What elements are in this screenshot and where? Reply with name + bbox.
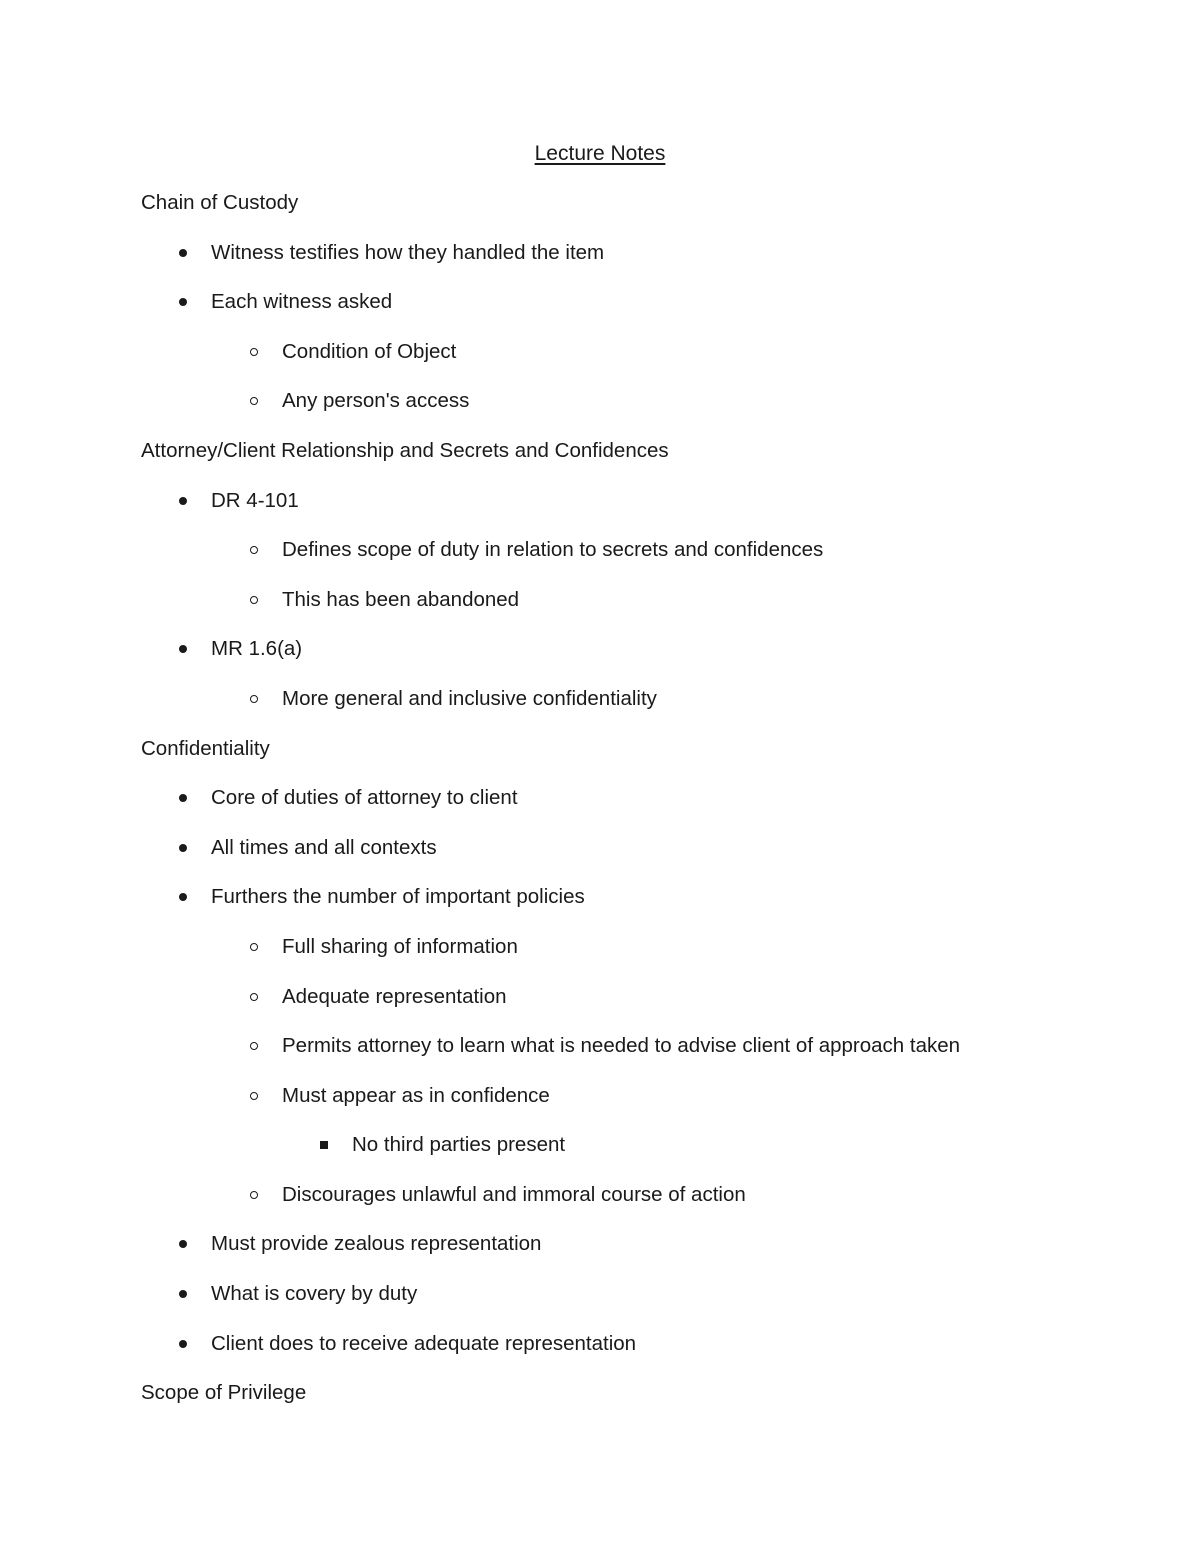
hollow-bullet-icon bbox=[250, 397, 258, 405]
list-item-text: Each witness asked bbox=[211, 290, 393, 314]
list-item bbox=[141, 240, 1121, 290]
filled-bullet-icon bbox=[179, 893, 187, 901]
list-item-text: Discourages unlawful and immoral course of action bbox=[282, 1182, 746, 1206]
filled-bullet-icon bbox=[179, 1240, 187, 1248]
section-heading-text: Confidentiality bbox=[141, 736, 270, 760]
list-item-text: Witness testifies how they handled the item bbox=[211, 240, 605, 264]
list-item-text: More general and inclusive confidentiality bbox=[282, 686, 657, 710]
hollow-bullet-icon bbox=[250, 1092, 258, 1100]
list-item-text: All times and all contexts bbox=[211, 835, 437, 859]
filled-bullet-icon bbox=[179, 1340, 187, 1348]
list-item-text: This has been abandoned bbox=[282, 587, 520, 611]
hollow-bullet-icon bbox=[250, 546, 258, 554]
list-item bbox=[141, 1182, 1121, 1232]
document-title: Lecture Notes bbox=[534, 142, 666, 165]
list-item bbox=[141, 984, 1121, 1034]
list-item bbox=[141, 785, 1121, 835]
list-item-text: Defines scope of duty in relation to secrets and confidences bbox=[282, 538, 824, 562]
list-item-text: MR 1.6(a) bbox=[211, 637, 303, 661]
list-item bbox=[141, 1331, 1121, 1381]
section-heading-text: Attorney/Client Relationship and Secrets and Confidences bbox=[141, 438, 669, 462]
filled-bullet-icon bbox=[179, 794, 187, 802]
section-heading bbox=[141, 190, 1121, 240]
list-item-text: DR 4-101 bbox=[211, 488, 299, 512]
list-item bbox=[141, 587, 1121, 637]
list-item-text: Must appear as in confidence bbox=[282, 1083, 550, 1107]
list-item bbox=[141, 537, 1121, 587]
hollow-bullet-icon bbox=[250, 596, 258, 604]
square-bullet-icon bbox=[320, 1141, 328, 1149]
list-item bbox=[141, 686, 1121, 736]
list-item bbox=[141, 488, 1121, 538]
list-item bbox=[141, 934, 1121, 984]
section-heading-text: Chain of Custody bbox=[141, 191, 299, 214]
filled-bullet-icon bbox=[179, 298, 187, 306]
list-item-text: Full sharing of information bbox=[282, 934, 518, 958]
list-item-text: Client does to receive adequate representation bbox=[211, 1331, 637, 1355]
list-item-text: Must provide zealous representation bbox=[211, 1232, 542, 1256]
hollow-bullet-icon bbox=[250, 943, 258, 951]
list-item bbox=[141, 388, 1121, 438]
list-item-text: Permits attorney to learn what is needed to advise client of approach taken bbox=[282, 1034, 961, 1058]
filled-bullet-icon bbox=[179, 497, 187, 505]
list-item-text: Furthers the number of important policies bbox=[211, 885, 585, 909]
list-item bbox=[141, 1231, 1121, 1281]
section-heading bbox=[141, 438, 1121, 488]
section-heading bbox=[141, 1380, 1121, 1430]
notes-body bbox=[141, 190, 1121, 1430]
list-item bbox=[141, 636, 1121, 686]
hollow-bullet-icon bbox=[250, 348, 258, 356]
list-item-text: No third parties present bbox=[352, 1133, 566, 1157]
list-item-text: Adequate representation bbox=[282, 984, 507, 1008]
list-item-text: What is covery by duty bbox=[211, 1282, 418, 1306]
list-item bbox=[141, 339, 1121, 389]
list-item bbox=[141, 289, 1121, 339]
section-heading-text: Scope of Privilege bbox=[141, 1381, 307, 1405]
list-item bbox=[141, 1033, 1121, 1083]
list-item-text: Any person's access bbox=[282, 389, 470, 413]
hollow-bullet-icon bbox=[250, 1042, 258, 1050]
list-item bbox=[141, 884, 1121, 934]
filled-bullet-icon bbox=[179, 249, 187, 257]
list-item bbox=[141, 1132, 1121, 1182]
filled-bullet-icon bbox=[179, 844, 187, 852]
list-item bbox=[141, 1083, 1121, 1133]
section-heading bbox=[141, 736, 1121, 786]
list-item-text: Condition of Object bbox=[282, 339, 457, 363]
hollow-bullet-icon bbox=[250, 1191, 258, 1199]
list-item-text: Core of duties of attorney to client bbox=[211, 786, 518, 810]
list-item bbox=[141, 1281, 1121, 1331]
filled-bullet-icon bbox=[179, 1290, 187, 1298]
hollow-bullet-icon bbox=[250, 695, 258, 703]
filled-bullet-icon bbox=[179, 645, 187, 653]
list-item bbox=[141, 835, 1121, 885]
hollow-bullet-icon bbox=[250, 993, 258, 1001]
